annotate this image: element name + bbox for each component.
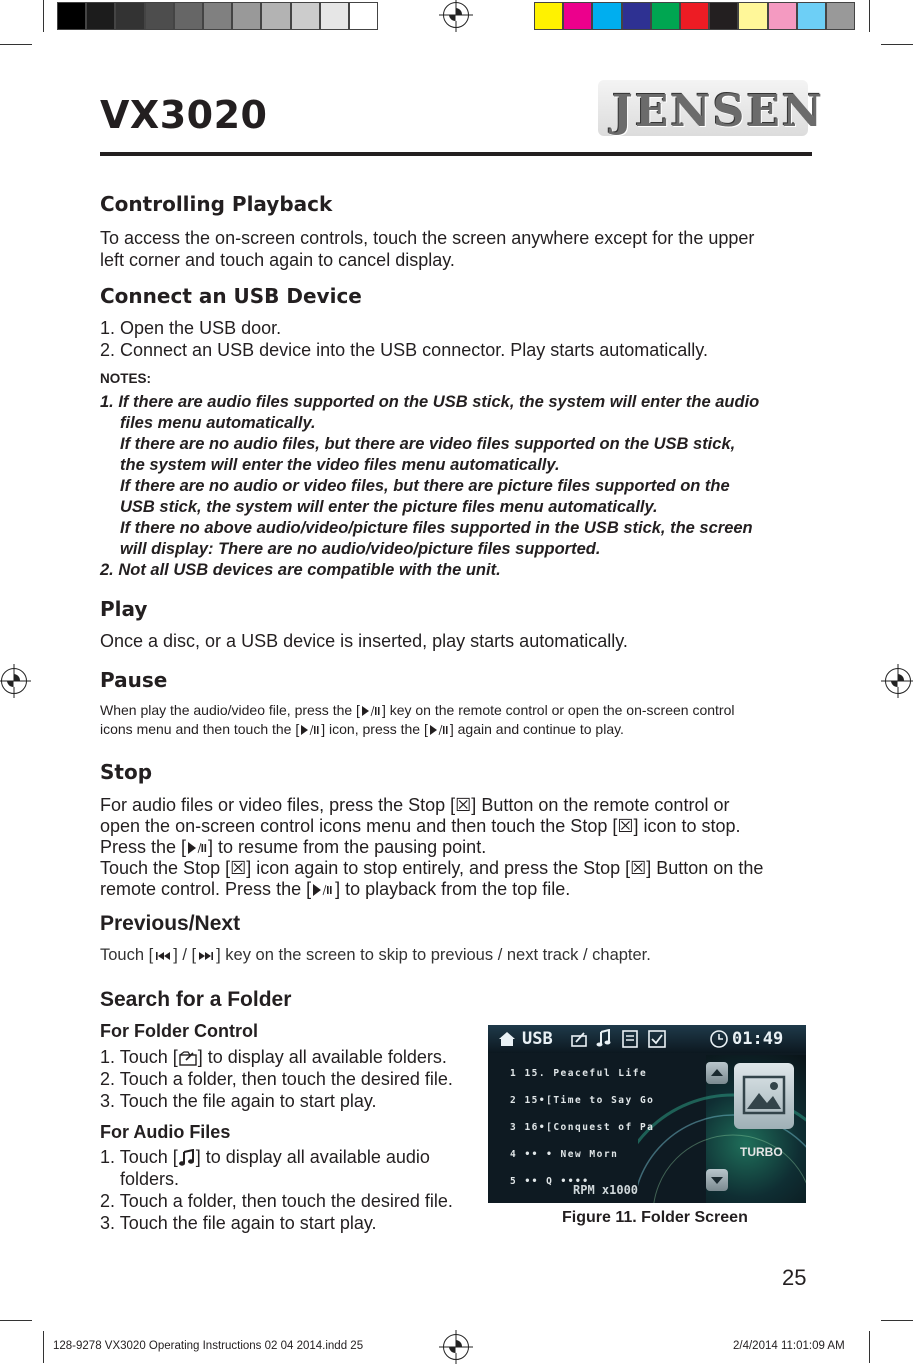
track-row[interactable]: 5 •• Q ••••: [510, 1176, 590, 1187]
model-title: VX3020: [100, 93, 268, 137]
figure-caption: Figure 11. Folder Screen: [562, 1209, 748, 1226]
calibration-swatch: [291, 2, 320, 30]
folder-step-3: 3. Touch the file again to start play.: [100, 1091, 377, 1111]
arrow-down-icon: [706, 1169, 728, 1191]
calibration-swatch: [680, 2, 709, 30]
audio-step-3: 3. Touch the file again to start play.: [100, 1213, 377, 1233]
track-row[interactable]: 1 15. Peaceful Life: [510, 1068, 648, 1079]
note-line: If there are no audio files, but there are video files supported on the USB stick,: [120, 435, 736, 453]
clock-icon: [710, 1030, 728, 1048]
calibration-swatch: [320, 2, 349, 30]
next-track-icon: [196, 950, 216, 962]
calibration-swatch: [232, 2, 261, 30]
video-list-icon[interactable]: [622, 1030, 638, 1048]
notes-label: NOTES:: [100, 371, 152, 386]
audio-step-text: ] to display all available audio: [195, 1147, 430, 1167]
turbo-label: TURBO: [740, 1145, 783, 1159]
pause-text: When play the audio/video file, press the [: [100, 702, 360, 718]
calibration-swatch: [709, 2, 738, 30]
folder-step-1: [100, 1046, 447, 1068]
crop-mark: [881, 1320, 913, 1321]
crop-mark: [881, 44, 913, 45]
note-line: will display: There are no audio/video/picture files supported.: [120, 540, 601, 558]
section-title-stop: Stop: [100, 760, 153, 784]
calibration-swatch: [115, 2, 144, 30]
note-line: USB stick, the system will enter the picture files menu automatically.: [120, 498, 658, 516]
calibration-swatch: [768, 2, 797, 30]
stop-text: Press the [: [100, 837, 187, 857]
calibration-swatch: [826, 2, 855, 30]
registration-mark-icon: [443, 2, 469, 28]
stop-line-3: [100, 836, 486, 858]
calibration-swatch: [797, 2, 826, 30]
gauge-label: RPM x1000: [573, 1183, 639, 1197]
play-pause-icon: [428, 724, 450, 736]
section-title-search: Search for a Folder: [100, 988, 292, 1011]
calibration-swatch: [738, 2, 767, 30]
crop-mark: [869, 1331, 870, 1363]
calibration-swatch: [622, 2, 651, 30]
print-slug-left: 128-9278 VX3020 Operating Instructions 02 04 2014.indd 25: [53, 1340, 364, 1352]
prevnext-part: ] key on the screen to skip to previous / next track / chapter.: [216, 946, 651, 964]
section-title-prevnext: Previous/Next: [100, 912, 241, 935]
calibration-swatch: [651, 2, 680, 30]
page-number: 25: [782, 1265, 807, 1290]
music-note-icon[interactable]: [596, 1029, 612, 1049]
image-icon: [734, 1063, 794, 1129]
section-title-connect: Connect an USB Device: [100, 284, 362, 308]
crop-mark: [869, 0, 870, 32]
section-title-controlling: Controlling Playback: [100, 192, 333, 216]
folder-step-2: 2. Touch a folder, then touch the desired file.: [100, 1069, 453, 1089]
folder-icon[interactable]: [570, 1030, 588, 1048]
screen-source-label: USB: [522, 1029, 553, 1049]
section-title-pause: Pause: [100, 668, 168, 692]
play-pause-icon: [311, 883, 335, 897]
registration-mark-icon: [443, 1334, 469, 1360]
pause-text: ] icon, press the [: [321, 721, 428, 737]
pause-line-1: [100, 700, 812, 721]
note-line: the system will enter the video files menu automatically.: [120, 456, 560, 474]
audio-step-1: [100, 1146, 486, 1168]
controlling-line-2: left corner and touch again to cancel display.: [100, 250, 455, 270]
connect-step-2: 2. Connect an USB device into the USB connector. Play starts automatically.: [100, 340, 708, 360]
prevnext-part: Touch [: [100, 946, 154, 964]
calibration-swatch: [203, 2, 232, 30]
play-pause-icon: [360, 705, 382, 717]
section-title-play: Play: [100, 597, 148, 621]
crop-mark: [0, 1320, 32, 1321]
connect-step-1: 1. Open the USB door.: [100, 318, 282, 338]
jensen-logo: [598, 80, 825, 137]
note-line: If there are no audio or video files, but there are picture files supported on the: [120, 477, 730, 495]
calibration-swatch: [145, 2, 174, 30]
track-row[interactable]: 4 •• • New Morn: [510, 1149, 619, 1160]
prevnext-part: ] / [: [173, 946, 197, 964]
folder-icon: [178, 1049, 198, 1067]
stop-line-4: Touch the Stop [☒] icon again to stop entirely, and press the Stop [☒] Button on the: [100, 858, 764, 878]
previous-track-icon: [153, 950, 173, 962]
folder-control-title: For Folder Control: [100, 1021, 258, 1041]
header-rule: [100, 152, 812, 156]
calibration-swatch: [349, 2, 378, 30]
arrow-up-icon: [706, 1062, 728, 1084]
picture-icon[interactable]: [648, 1030, 666, 1048]
audio-step-text: 1. Touch [: [100, 1147, 178, 1167]
logo-text: JENSEN: [612, 86, 825, 137]
stop-text: ] to resume from the pausing point.: [208, 837, 487, 857]
calibration-swatch: [261, 2, 290, 30]
folder-screen-figure: [488, 1025, 806, 1203]
audio-step-2: 2. Touch a folder, then touch the desired file.: [100, 1191, 453, 1211]
crop-mark: [43, 1331, 44, 1363]
calibration-swatch: [534, 2, 563, 30]
audio-files-title: For Audio Files: [100, 1122, 231, 1142]
music-note-icon: [178, 1149, 196, 1167]
print-slug-right: 2/4/2014 11:01:09 AM: [733, 1340, 845, 1352]
folder-step-text: 1. Touch [: [100, 1047, 178, 1067]
pause-text: icons menu and then touch the [: [100, 721, 300, 737]
play-pause-icon: [186, 841, 208, 855]
pause-line-2: [100, 719, 812, 740]
registration-mark-icon: [885, 668, 911, 694]
track-row[interactable]: 2 15•[Time to Say Go: [510, 1095, 655, 1106]
stop-line-1: For audio files or video files, press the Stop [☒] Button on the remote control or: [100, 795, 730, 815]
stop-text: ] to playback from the top file.: [335, 879, 571, 899]
controlling-line-1: To access the on-screen controls, touch the screen anywhere except for the upper: [100, 228, 755, 248]
prevnext-text: [100, 946, 651, 965]
note-line: 1. If there are audio files supported on the USB stick, the system will enter the audio: [100, 393, 760, 411]
stop-text: remote control. Press the [: [100, 879, 312, 899]
crop-mark: [43, 0, 44, 32]
note-line: files menu automatically.: [120, 414, 316, 432]
calibration-swatch: [57, 2, 86, 30]
home-icon[interactable]: [498, 1031, 516, 1047]
folder-step-text: ] to display all available folders.: [197, 1047, 447, 1067]
play-text: Once a disc, or a USB device is inserted, play starts automatically.: [100, 631, 628, 651]
scroll-up-button[interactable]: [706, 1062, 728, 1084]
audio-step-1-cont: folders.: [120, 1169, 180, 1189]
picture-thumbnail-button[interactable]: [734, 1063, 794, 1129]
calibration-swatch: [174, 2, 203, 30]
calibration-swatch: [563, 2, 592, 30]
stop-line-2: open the on-screen control icons menu and then touch the Stop [☒] icon to stop.: [100, 816, 741, 836]
note-line: 2. Not all USB devices are compatible with the unit.: [100, 561, 501, 579]
stop-line-5: [100, 878, 570, 900]
pause-text: ] again and continue to play.: [449, 721, 624, 737]
play-pause-icon: [299, 724, 321, 736]
registration-mark-icon: [1, 668, 27, 694]
calibration-swatch: [592, 2, 621, 30]
track-row[interactable]: 3 16•[Conquest of Pa: [510, 1122, 655, 1133]
note-line: If there no above audio/video/picture files supported in the USB stick, the screen: [120, 519, 753, 537]
screen-top-bar: [488, 1025, 806, 1053]
scroll-down-button[interactable]: [706, 1169, 728, 1191]
pause-text: ] key on the remote control or open the on-screen control: [381, 702, 735, 718]
calibration-swatch: [86, 2, 115, 30]
screen-clock: 01:49: [732, 1029, 784, 1049]
crop-mark: [0, 44, 32, 45]
